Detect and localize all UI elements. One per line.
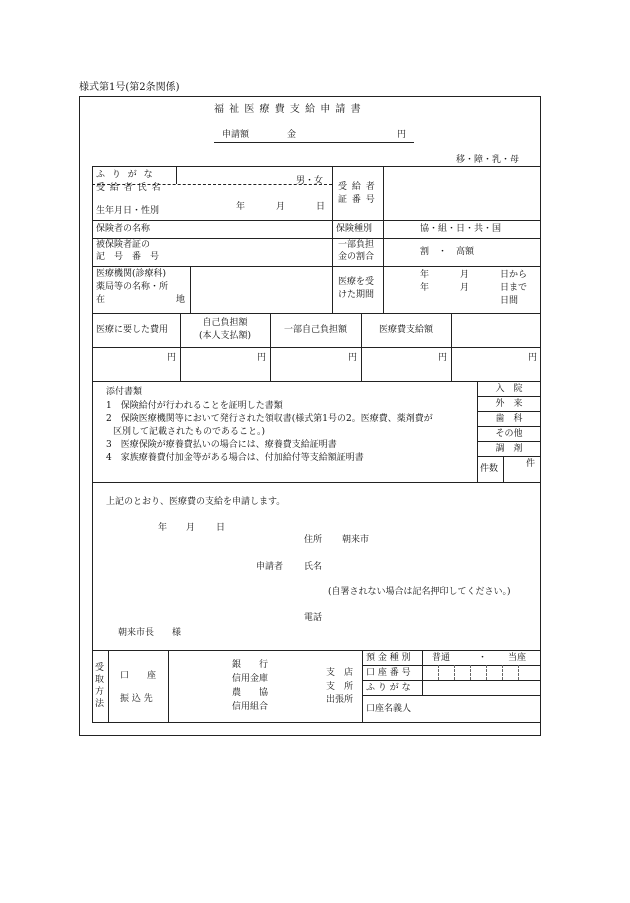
grid-line [362,665,541,666]
account-digit-divider [502,665,503,680]
grid-line [477,426,541,427]
cost-extra-yen: 円 [527,353,537,363]
birth-year: 年 [236,202,246,212]
category-tags: 移・障・乳・母 [456,155,520,165]
period-days: 日間 [500,296,519,306]
furigana-label: ふ り が な [96,170,155,180]
cost-total-yen: 円 [166,353,176,363]
request-amount-label: 申請額 [222,130,250,140]
grid-line [92,238,541,239]
bank-type-nokyo: 農 協 [232,688,269,698]
addressee: 朝来市長 様 [118,628,182,638]
seal-note: (自署されない場合は記名押印してください。) [328,587,511,597]
burden-ratio-options: 割 ・ 高額 [420,247,475,257]
address-city: 朝来市 [342,535,370,545]
grid-line [92,722,541,723]
grid-line [92,381,541,382]
form-number: 様式第1号(第2条関係) [79,82,180,93]
grid-line [190,266,191,313]
grid-line [477,456,541,457]
cost-header-self-pay: 自己負担額 [202,318,248,328]
declaration-day: 日 [216,523,226,533]
grid-line [383,166,384,313]
declaration-year: 年 [158,523,168,533]
deposit-type-separator: ・ [478,653,488,663]
treatment-period-label-1: 医療を受 [338,277,375,287]
cost-header-partial: 一部自己負担額 [283,325,347,335]
attachment-item-2: 2 保険医療機関等において発行された領収書(様式第1号の2。医療費、薬剤費が [106,414,433,424]
request-amount-kin: 金 [287,130,297,140]
grid-line [270,313,271,381]
grid-line [332,166,333,313]
grid-line [362,695,541,696]
grid-line [176,166,177,184]
branch-type-shuchojo: 出張所 [326,695,354,705]
attachment-item-4: 4 家族療養費付加金等がある場合は、付加給付等支給額証明書 [106,453,364,463]
institution-label-2: 薬局等の名称・所 [96,282,169,292]
branch-type-shisho: 支 所 [326,682,354,692]
type-inpatient: 入 院 [495,384,523,394]
form-title: 福 祉 医 療 費 支 給 申 請 書 [214,104,362,115]
period-until-year: 年 [420,283,430,293]
request-amount-underline [214,142,414,143]
transfer-label: 振 込 先 [120,694,153,704]
deposit-type-label: 預 金 種 別 [366,653,411,663]
insurance-type-label: 保険種別 [336,224,373,234]
account-furigana-label: ふ り が な [366,683,411,693]
period-from-year: 年 [420,270,430,280]
burden-ratio-label-1: 一部負担 [338,240,375,250]
grid-line [92,266,541,267]
period-until-day: 日まで [500,283,528,293]
account-digit-divider [470,665,471,680]
grid-line [92,482,93,650]
grid-line [108,650,109,722]
grid-line [361,313,362,381]
account-holder-label: 口座名義人 [366,704,412,714]
bank-type-shinkumi: 信用組合 [232,702,269,712]
institution-label-3a: 在 [96,295,106,305]
grid-line [362,680,541,681]
declaration-month: 月 [186,523,196,533]
grid-line [92,381,93,482]
account-number-label: 口 座 番 号 [366,668,411,678]
birth-day: 日 [316,202,326,212]
account-digit-divider [438,665,439,680]
receipt-method-char-2: 取 [95,675,105,685]
grid-line [92,650,541,651]
institution-label-3b: 地 [176,295,186,305]
burden-ratio-label-2: 金の割合 [338,252,375,262]
account-digit-divider [454,665,455,680]
cost-header-benefit: 医療費支給額 [378,325,433,335]
attachment-item-1: 1 保険給付が行われることを証明した書類 [106,401,283,411]
count-unit: 件 [526,459,536,469]
grid-line [503,456,504,482]
birth-gender-label: 生年月日・性別 [96,206,160,216]
insurance-type-options: 協・組・日・共・国 [420,224,502,234]
grid-line [477,396,541,397]
attachment-item-2-cont: 区別して記載されたものであること。) [113,427,266,437]
deposit-type-current: 当座 [508,653,527,663]
insurer-name-label: 保険者の名称 [96,224,151,234]
attachment-item-3: 3 医療保険が療養費払いの場合には、療養費支給証明書 [106,440,337,450]
cost-benefit-yen: 円 [437,353,447,363]
treatment-period-label-2: けた期間 [338,290,375,300]
grid-line [477,411,541,412]
grid-line [451,313,452,381]
grid-line [92,313,541,314]
account-digit-divider [486,665,487,680]
type-outpatient: 外 来 [495,399,523,409]
insured-card-label-1: 被保険者証の [96,240,151,250]
cert-number-label-1: 受 給 者 [338,182,376,192]
receipt-method-char-4: 法 [95,699,105,709]
declaration-statement: 上記のとおり、医療費の支給を申請します。 [106,497,286,507]
grid-line [92,482,541,483]
deposit-type-ordinary: 普通 [432,653,451,663]
cost-header-total: 医療に要した費用 [96,325,169,335]
grid-line [92,650,93,722]
period-from-day: 日から [500,270,528,280]
type-dental: 歯 科 [495,414,523,424]
cost-partial-yen: 円 [347,353,357,363]
phone-label: 電話 [304,613,323,623]
grid-line [362,650,363,722]
account-digit-divider [518,665,519,680]
gender-options: 男・女 [296,176,324,186]
grid-line [92,347,541,348]
address-label: 住所 [304,535,323,545]
period-until-month: 月 [460,283,470,293]
grid-line [92,166,93,313]
applicant-name-label: 氏名 [304,562,323,572]
type-other: その他 [495,429,523,439]
count-label: 件数 [480,464,499,474]
cost-self-pay-yen: 円 [256,353,266,363]
grid-line [477,441,541,442]
applicant-label: 申請者 [256,562,284,572]
request-amount-yen: 円 [397,130,407,140]
period-from-month: 月 [460,270,470,280]
cost-header-self-pay-note: (本人支払額) [198,331,252,341]
receipt-method-char-1: 受 [95,663,105,673]
attachments-heading: 添付書類 [106,387,143,397]
grid-line [92,220,541,221]
institution-label-1: 医療機関(診療科) [96,269,167,279]
grid-line [422,650,423,695]
grid-line [168,650,169,722]
branch-type-shiten: 支 店 [326,668,354,678]
bank-type-bank: 銀 行 [232,660,269,670]
receipt-method-char-3: 方 [95,687,105,697]
grid-line [92,313,93,381]
cert-number-label-2: 証 番 号 [338,195,376,205]
recipient-name-label: 受 給 者 氏 名 [96,183,162,193]
type-dispensing: 調 剤 [495,444,523,454]
birth-month: 月 [276,202,286,212]
grid-line [92,166,541,167]
insured-card-label-2: 記 号 番 号 [96,252,160,262]
bank-type-shinkin: 信用金庫 [232,674,269,684]
account-label: 口 座 [120,671,157,681]
